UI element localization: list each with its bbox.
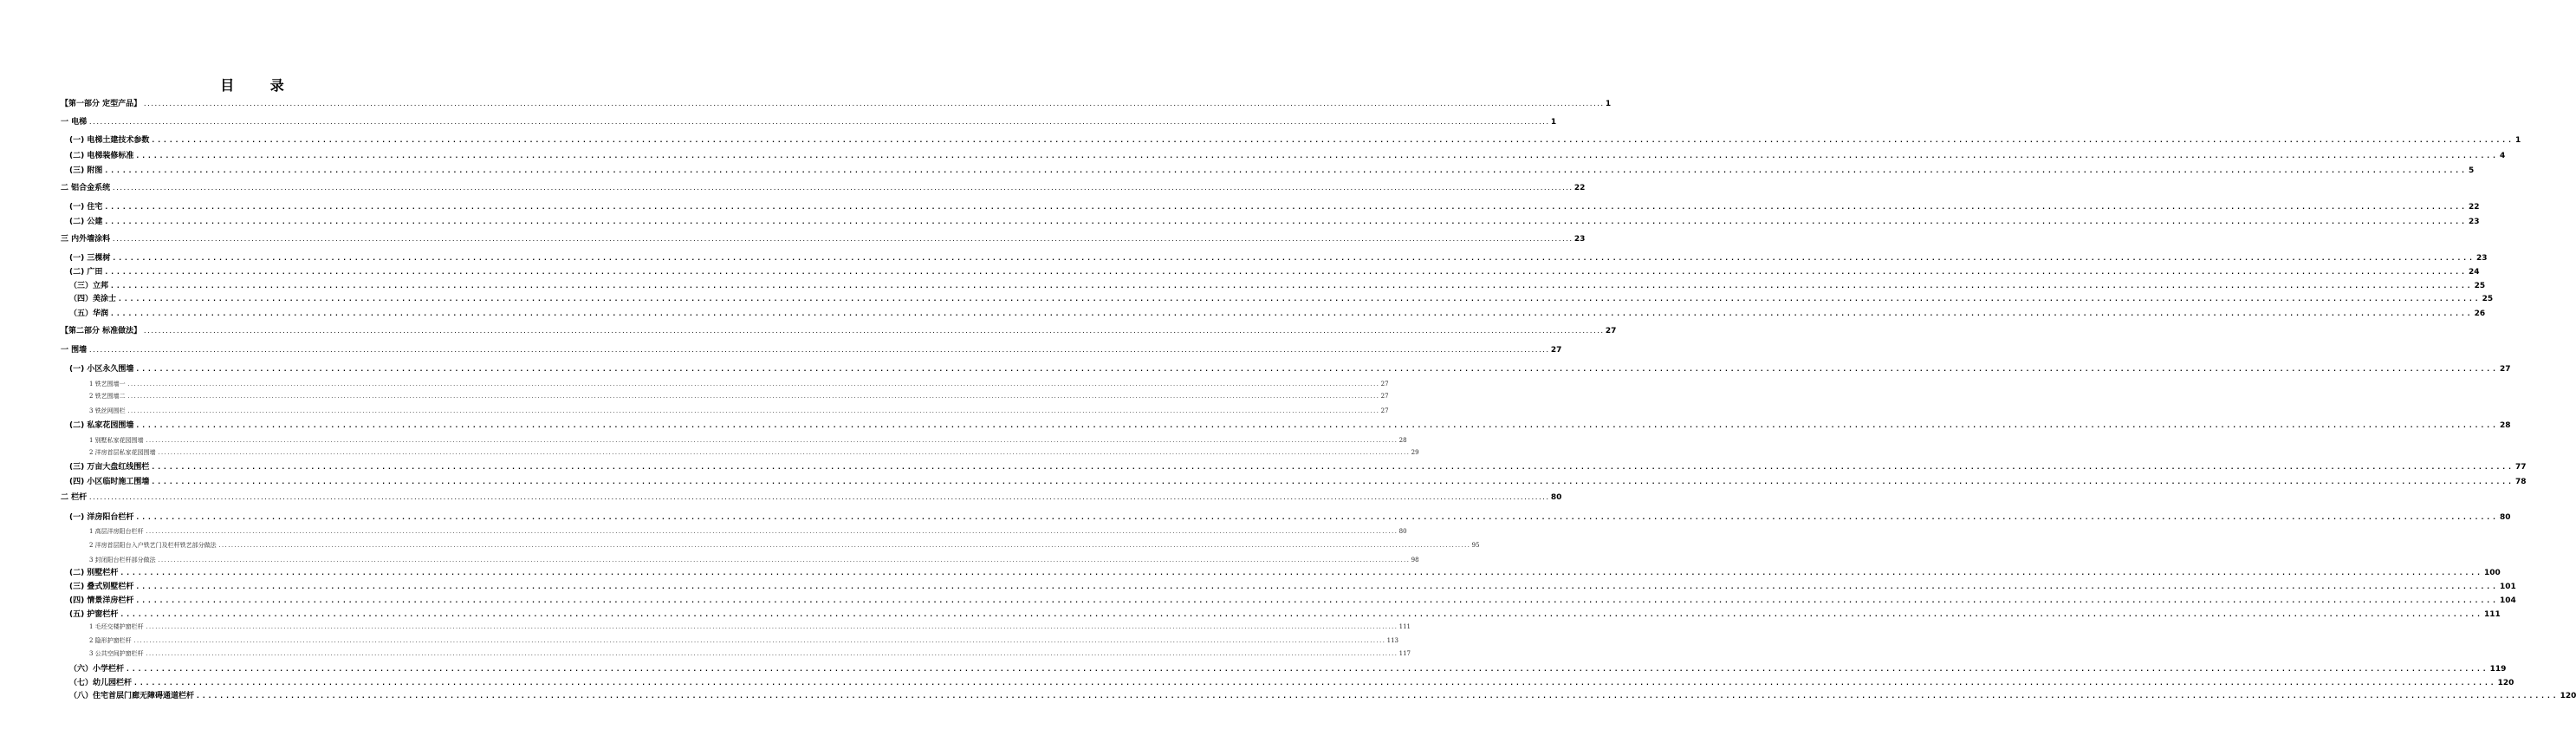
toc-entry[interactable] xyxy=(69,567,2501,579)
toc-entry-label: (二) 私家花园围墙 xyxy=(69,421,134,430)
toc-entry-page-number: 111 xyxy=(2483,610,2501,619)
toc-entry-page-number: 104 xyxy=(2499,596,2516,605)
toc-entry-page-number: 77 xyxy=(2514,463,2527,472)
toc-entry-page-number: 22 xyxy=(1574,184,1586,192)
dot-leader: ................................................................................................................................................................................................................................................................................................................................................................................................................ xyxy=(135,583,2498,590)
toc-entry-page-number: 27 xyxy=(1380,393,1389,400)
toc-entry[interactable] xyxy=(69,293,2494,305)
dot-leader: ................................................................................................................................................................................................................................................................................................................................................................................................................ xyxy=(151,478,2514,485)
toc-entry-page-number: 80 xyxy=(1398,528,1407,535)
dot-leader: ................................................................................................................................................................................................................................................................................................................................................................................................................ xyxy=(110,282,2473,290)
toc-entry[interactable] xyxy=(69,201,2480,213)
toc-entry-page-number: 27 xyxy=(1380,407,1389,414)
toc-entry[interactable] xyxy=(89,648,1411,660)
toc-entry-label: (四) 小区临时施工围墙 xyxy=(69,478,150,486)
toc-entry[interactable] xyxy=(89,405,1389,417)
toc-entry-label: （七）幼儿园栏杆 xyxy=(69,679,133,687)
toc-entry-page-number: 95 xyxy=(1471,542,1480,549)
toc-entry-label: （五）华润 xyxy=(69,309,109,318)
toc-entry-label: 三 内外墙涂料 xyxy=(61,235,111,244)
dot-leader: ................................................................................................................................................................................................................................................................................................................................................................................................................ xyxy=(135,421,2498,429)
toc-entry-label: 一 围墙 xyxy=(61,346,88,355)
dot-leader: ................................................................................................................................................................................................................................................................................................................................................................................................................ xyxy=(143,328,1604,335)
toc-entry[interactable] xyxy=(61,325,1617,337)
toc-entry[interactable] xyxy=(69,690,2576,702)
toc-entry[interactable] xyxy=(89,390,1389,402)
dot-leader: ................................................................................................................................................................................................................................................................................................................................................................................................................ xyxy=(110,309,2473,317)
toc-entry[interactable] xyxy=(69,677,2514,689)
toc-entry-page-number: 4 xyxy=(2499,152,2506,160)
toc-entry-page-number: 1 xyxy=(1550,118,1557,127)
dot-leader: ................................................................................................................................................................................................................................................................................................................................................................................................................ xyxy=(135,513,2498,521)
toc-entry[interactable] xyxy=(89,434,1407,446)
toc-entry[interactable] xyxy=(61,492,1562,504)
toc-entry-page-number: 1 xyxy=(2514,136,2521,145)
toc-entry-label: 3 公共空间护窗栏杆 xyxy=(89,650,144,657)
toc-entry-page-number: 5 xyxy=(2468,166,2475,175)
toc-entry-label: 1 高层洋房阳台栏杆 xyxy=(89,528,144,535)
toc-entry-page-number: 26 xyxy=(2474,309,2486,318)
toc-entry[interactable] xyxy=(69,252,2488,264)
dot-leader: ................................................................................................................................................................................................................................................................................................................................................................................................................ xyxy=(88,347,1549,354)
toc-entry-label: (五) 护窗栏杆 xyxy=(69,610,119,619)
toc-entry-page-number: 28 xyxy=(1398,437,1407,444)
toc-entry-page-number: 100 xyxy=(2483,569,2501,577)
toc-entry-label: 二 栏杆 xyxy=(61,493,88,502)
toc-entry-page-number: 120 xyxy=(2560,692,2576,700)
toc-entry[interactable] xyxy=(89,525,1407,537)
toc-entry-page-number: 78 xyxy=(2514,478,2527,486)
toc-entry-page-number: 101 xyxy=(2499,583,2516,591)
toc-entry-label: (四) 情景洋房栏杆 xyxy=(69,596,134,605)
toc-entry-label: （六）小学栏杆 xyxy=(69,665,125,674)
toc-entry[interactable] xyxy=(69,266,2480,278)
page-title: 目 录 xyxy=(220,77,300,94)
dot-leader: ................................................................................................................................................................................................................................................................................................................................................................................................................ xyxy=(126,665,2488,673)
toc-entry[interactable] xyxy=(89,621,1411,633)
toc-entry[interactable] xyxy=(69,581,2516,593)
toc-entry[interactable] xyxy=(61,98,1612,110)
toc-entry-label: （三）立邦 xyxy=(69,282,109,290)
toc-entry-page-number: 117 xyxy=(1398,650,1411,657)
toc-entry[interactable] xyxy=(89,554,1419,566)
dot-leader: ................................................................................................................................................................................................................................................................................................................................................................................................................ xyxy=(104,203,2467,211)
dot-leader: ................................................................................................................................................................................................................................................................................................................................................................................................................ xyxy=(145,624,1398,630)
dot-leader: ................................................................................................................................................................................................................................................................................................................................................................................................................ xyxy=(104,166,2467,174)
toc-entry[interactable] xyxy=(69,165,2475,177)
toc-entry[interactable] xyxy=(61,182,1586,194)
toc-entry-label: (二) 公建 xyxy=(69,218,103,226)
toc-entry-page-number: 23 xyxy=(1574,235,1586,244)
toc-entry-page-number: 29 xyxy=(1411,449,1419,456)
toc-entry-label: 二 铝合金系统 xyxy=(61,184,111,192)
toc-entry[interactable] xyxy=(69,280,2486,292)
toc-entry-page-number: 24 xyxy=(2468,268,2480,277)
toc-entry-label: （四）美涂士 xyxy=(69,295,117,303)
dot-leader: ................................................................................................................................................................................................................................................................................................................................................................................................................ xyxy=(88,119,1549,126)
toc-entry-label: 3 封闭阳台栏杆部分做法 xyxy=(89,557,156,563)
toc-entry-label: 1 铁艺围墙一 xyxy=(89,381,126,388)
toc-entry[interactable] xyxy=(61,344,1562,356)
dot-leader: ................................................................................................................................................................................................................................................................................................................................................................................................................ xyxy=(145,529,1398,535)
toc-entry-page-number: 23 xyxy=(2475,254,2488,263)
toc-entry[interactable] xyxy=(69,511,2511,524)
toc-entry-page-number: 111 xyxy=(1398,623,1411,630)
dot-leader: ................................................................................................................................................................................................................................................................................................................................................................................................................ xyxy=(133,679,2496,687)
dot-leader: ................................................................................................................................................................................................................................................................................................................................................................................................................ xyxy=(112,254,2475,262)
dot-leader: ................................................................................................................................................................................................................................................................................................................................................................................................................ xyxy=(157,450,1410,456)
toc-entry-label: 【第一部分 定型产品】 xyxy=(61,100,142,108)
toc-entry-label: (三) 万亩大盘红线围栏 xyxy=(69,463,150,472)
dot-leader: ................................................................................................................................................................................................................................................................................................................................................................................................................ xyxy=(157,557,1410,563)
toc-entry-page-number: 113 xyxy=(1386,637,1398,644)
toc-entry-label: 【第二部分 标准做法】 xyxy=(61,327,142,335)
toc-entry-page-number: 25 xyxy=(2482,295,2494,303)
toc-entry[interactable] xyxy=(61,233,1586,245)
toc-entry-label: (二) 电梯装修标准 xyxy=(69,152,134,160)
toc-entry-page-number: 27 xyxy=(1605,327,1617,335)
toc-entry[interactable] xyxy=(89,635,1398,647)
toc-entry-label: 2 洋房首层私家花园围墙 xyxy=(89,449,156,456)
toc-entry[interactable] xyxy=(89,378,1389,390)
toc-entry-page-number: 28 xyxy=(2499,421,2511,430)
toc-entry[interactable] xyxy=(69,216,2480,228)
dot-leader: ................................................................................................................................................................................................................................................................................................................................................................................................................ xyxy=(145,651,1398,657)
toc-entry[interactable] xyxy=(69,420,2511,432)
toc-entry-label: (一) 三棵树 xyxy=(69,254,111,263)
toc-entry-page-number: 27 xyxy=(1380,381,1389,388)
dot-leader: ................................................................................................................................................................................................................................................................................................................................................................................................................ xyxy=(151,136,2514,144)
toc-entry[interactable] xyxy=(69,476,2527,488)
toc-entry-page-number: 27 xyxy=(1550,346,1562,355)
dot-leader: ................................................................................................................................................................................................................................................................................................................................................................................................................ xyxy=(120,610,2482,618)
dot-leader: ................................................................................................................................................................................................................................................................................................................................................................................................................ xyxy=(104,218,2467,225)
toc-entry[interactable] xyxy=(89,446,1419,459)
toc-entry[interactable] xyxy=(69,150,2506,162)
dot-leader: ................................................................................................................................................................................................................................................................................................................................................................................................................ xyxy=(145,438,1398,444)
toc-entry[interactable] xyxy=(61,116,1557,128)
toc-entry[interactable] xyxy=(69,609,2501,621)
dot-leader: ................................................................................................................................................................................................................................................................................................................................................................................................................ xyxy=(112,236,1573,243)
toc-entry-page-number: 80 xyxy=(1550,493,1562,502)
toc-entry-label: (二) 广田 xyxy=(69,268,103,277)
toc-entry[interactable] xyxy=(69,363,2511,375)
toc-entry-label: 1 毛坯交楼护窗栏杆 xyxy=(89,623,144,630)
toc-entry-page-number: 120 xyxy=(2497,679,2514,687)
toc-entry-label: 一 电梯 xyxy=(61,118,88,127)
dot-leader: ................................................................................................................................................................................................................................................................................................................................................................................................................ xyxy=(143,101,1604,107)
toc-entry[interactable] xyxy=(69,134,2521,147)
toc-entry-label: (二) 别墅栏杆 xyxy=(69,569,119,577)
toc-entry-page-number: 27 xyxy=(2499,365,2511,374)
toc-entry-label: 2 洋房首层阳台入户铁艺门及栏杆铁艺部分做法 xyxy=(89,542,217,549)
toc-entry[interactable] xyxy=(69,595,2516,607)
toc-entry-page-number: 25 xyxy=(2474,282,2486,290)
dot-leader: ................................................................................................................................................................................................................................................................................................................................................................................................................ xyxy=(127,381,1379,388)
dot-leader: ................................................................................................................................................................................................................................................................................................................................................................................................................ xyxy=(88,494,1549,501)
dot-leader: ................................................................................................................................................................................................................................................................................................................................................................................................................ xyxy=(135,152,2498,160)
dot-leader: ................................................................................................................................................................................................................................................................................................................................................................................................................ xyxy=(151,463,2514,471)
toc-entry-label: (一) 小区永久围墙 xyxy=(69,365,134,374)
dot-leader: ................................................................................................................................................................................................................................................................................................................................................................................................................ xyxy=(196,692,2559,700)
dot-leader: ................................................................................................................................................................................................................................................................................................................................................................................................................ xyxy=(112,185,1573,192)
toc-entry-label: 3 铁丝网围栏 xyxy=(89,407,126,414)
dot-leader: ................................................................................................................................................................................................................................................................................................................................................................................................................ xyxy=(127,394,1379,400)
toc-entry-page-number: 119 xyxy=(2489,665,2507,674)
toc-entry-page-number: 1 xyxy=(1605,100,1612,108)
toc-entry-label: 1 别墅私家花园围墙 xyxy=(89,437,144,444)
toc-entry-label: 2 隐形护窗栏杆 xyxy=(89,637,132,644)
toc-entry-label: (三) 叠式别墅栏杆 xyxy=(69,583,134,591)
toc-entry-label: （八）住宅首层门廊无障碍通道栏杆 xyxy=(69,692,195,700)
toc-entry-label: (三) 附图 xyxy=(69,166,103,175)
dot-leader: ................................................................................................................................................................................................................................................................................................................................................................................................................ xyxy=(135,365,2498,373)
toc-entry[interactable] xyxy=(89,539,1480,551)
toc-entry[interactable] xyxy=(69,663,2507,675)
toc-entry-page-number: 80 xyxy=(2499,513,2511,522)
dot-leader: ................................................................................................................................................................................................................................................................................................................................................................................................................ xyxy=(127,408,1379,414)
dot-leader: ................................................................................................................................................................................................................................................................................................................................................................................................................ xyxy=(104,268,2467,276)
dot-leader: ................................................................................................................................................................................................................................................................................................................................................................................................................ xyxy=(120,569,2482,576)
dot-leader: ................................................................................................................................................................................................................................................................................................................................................................................................................ xyxy=(118,295,2481,303)
toc-entry-label: 2 铁艺围墙二 xyxy=(89,393,126,400)
dot-leader: ................................................................................................................................................................................................................................................................................................................................................................................................................ xyxy=(135,596,2498,604)
toc-entry-label: (一) 洋房阳台栏杆 xyxy=(69,513,134,522)
dot-leader: ................................................................................................................................................................................................................................................................................................................................................................................................................ xyxy=(133,638,1385,644)
toc-entry[interactable] xyxy=(69,461,2527,473)
toc-entry-label: (一) 住宅 xyxy=(69,203,103,212)
toc-entry-page-number: 98 xyxy=(1411,557,1419,563)
toc-entry-page-number: 22 xyxy=(2468,203,2480,212)
toc-entry-label: (一) 电梯土建技术参数 xyxy=(69,136,150,145)
toc-entry-page-number: 23 xyxy=(2468,218,2480,226)
toc-entry[interactable] xyxy=(69,308,2486,320)
dot-leader: ................................................................................................................................................................................................................................................................................................................................................................................................................ xyxy=(217,543,1470,549)
